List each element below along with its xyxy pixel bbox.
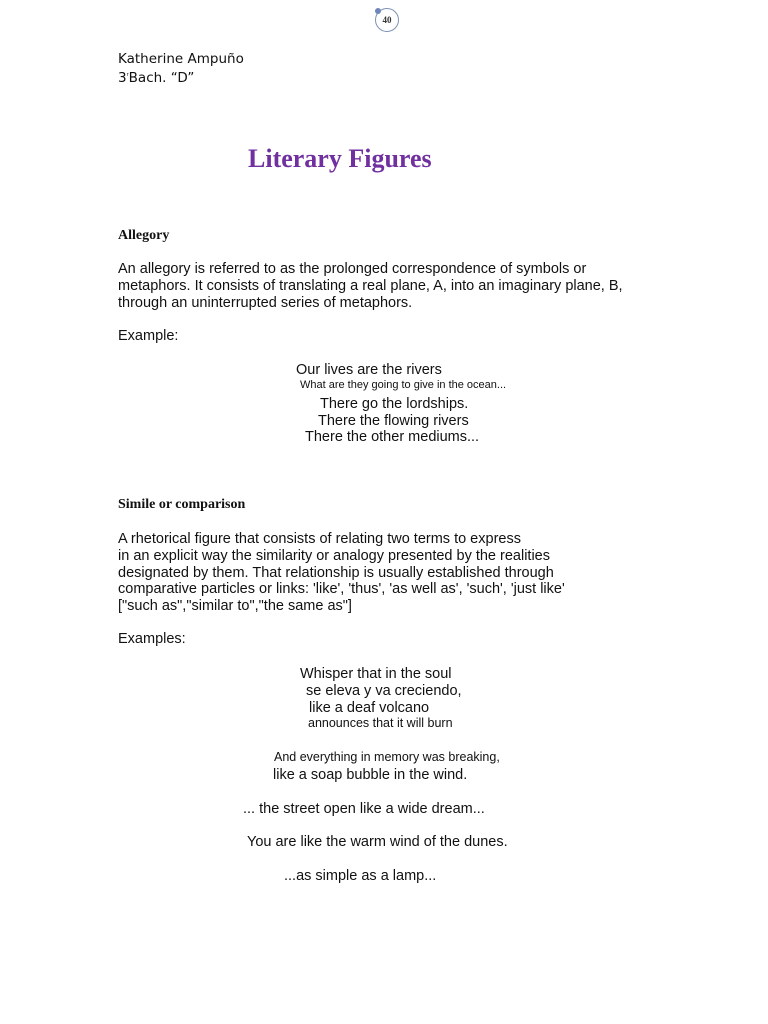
grade-prefix: 3 <box>118 70 127 86</box>
allegory-line: An allegory is referred to as the prolonged correspondence of symbols or <box>118 261 587 277</box>
poem-line: There go the lordships. <box>320 396 469 412</box>
simile-line: in an explicit way the similarity or analogy presented by the realities <box>118 547 550 564</box>
page-number-badge <box>375 8 399 32</box>
page-title: Literary Figures <box>248 144 432 173</box>
example-line: You are like the warm wind of the dunes. <box>247 834 508 850</box>
example-label: Example: <box>118 328 179 344</box>
allegory-heading: Allegory <box>118 228 170 243</box>
stanza-line: like a deaf volcano <box>309 700 430 716</box>
stanza-line: And everything in memory was breaking, <box>274 750 500 764</box>
author-grade <box>118 67 244 86</box>
simile-paragraph <box>118 531 638 615</box>
author-block <box>118 51 244 86</box>
poem-line: Our lives are the rivers <box>296 362 442 378</box>
allegory-line: through an uninterrupted series of metaphors. <box>118 294 413 311</box>
example-line: ...as simple as a lamp... <box>284 868 437 884</box>
grade-superscript: r <box>126 72 129 78</box>
allegory-line: metaphors. It consists of translating a real plane, A, into an imaginary plane, B, <box>118 277 623 294</box>
poem-line: There the flowing rivers <box>318 413 469 429</box>
simile-line: ["such as","similar to","the same as"] <box>118 598 352 615</box>
simile-heading: Simile or comparison <box>118 497 246 512</box>
stanza-line: Whisper that in the soul <box>300 666 452 682</box>
grade-suffix: Bach. “D” <box>128 70 195 86</box>
example-line: ... the street open like a wide dream... <box>243 801 485 817</box>
stanza-line: like a soap bubble in the wind. <box>273 767 468 783</box>
page-number: 40 <box>382 15 392 25</box>
badge-dot-icon <box>375 8 381 14</box>
simile-line: A rhetorical figure that consists of relating two terms to express <box>118 531 521 547</box>
stanza-line: announces that it will burn <box>308 716 453 730</box>
stanza-line: se eleva y va creciendo, <box>306 683 462 699</box>
author-name: Katherine Ampuño <box>118 51 244 67</box>
poem-line: What are they going to give in the ocean... <box>300 379 507 391</box>
poem-line: There the other mediums... <box>305 429 480 445</box>
allegory-paragraph <box>118 261 638 311</box>
simile-line: designated by them. That relationship is usually established through <box>118 564 554 581</box>
simile-line: comparative particles or links: 'like', 'thus', 'as well as', 'such', 'just like' <box>118 581 565 598</box>
examples-label: Examples: <box>118 631 186 647</box>
